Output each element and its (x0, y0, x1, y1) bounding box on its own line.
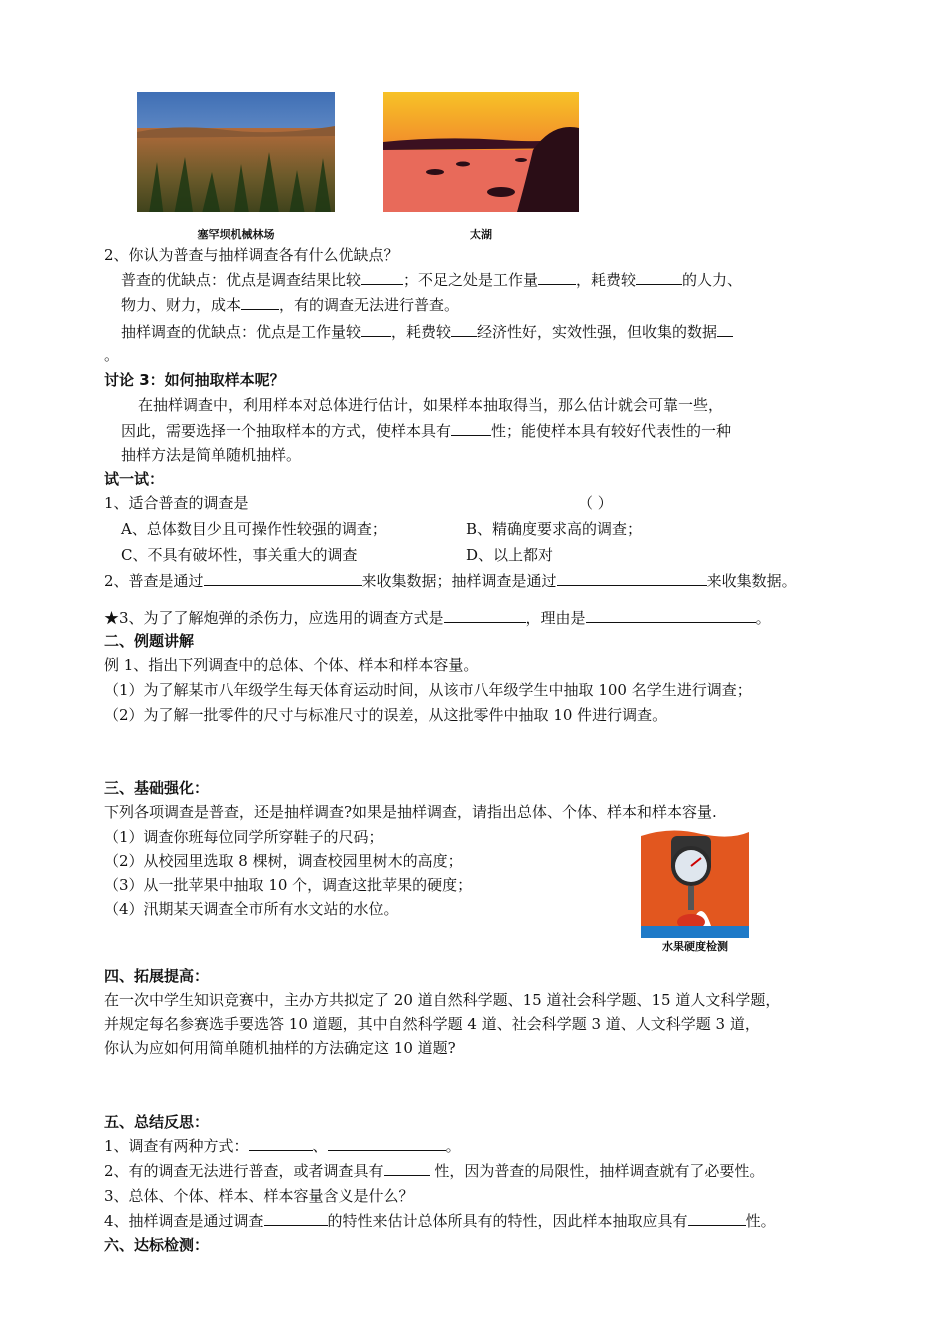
census-line-1 (121, 269, 742, 291)
try-q1-answer-paren[interactable]: （ ） (578, 494, 613, 512)
census-text-f: ，有的调查无法进行普查。 (279, 296, 460, 314)
try-q3b: ，理由是 (525, 609, 586, 627)
discussion3-p3: 抽样方法是简单随机抽样。 (121, 446, 302, 464)
blank-census-cost[interactable] (636, 270, 682, 285)
fruit-hardness-photo (641, 826, 749, 938)
blank-method-1[interactable] (249, 1136, 313, 1151)
lake-illustration (383, 92, 579, 226)
try-q3a: ★3、为了了解炮弹的杀伤力，应选用的调查方式是 (104, 609, 444, 627)
option-a: A、总体数目少且可操作性较强的调查； (121, 520, 387, 538)
blank-sample-cost[interactable] (451, 322, 477, 337)
sample-line (121, 321, 733, 343)
fruit-hardness-illustration (641, 826, 749, 938)
summary-q1c: 。 (445, 1137, 461, 1155)
blank-sample-workload[interactable] (361, 322, 391, 337)
census-text-b: ；不足之处是工作量 (403, 271, 539, 289)
section3-title: 三、基础强化： (104, 779, 210, 797)
summary-q4 (104, 1210, 776, 1232)
example1-item2: （2）为了解一批零件的尺寸与标准尺寸的误差，从这批零件中抽取 10 件进行调查。 (104, 706, 668, 724)
section4-p2: 并规定每名参赛选手要选答 10 道题，其中自然科学题 4 道、社会科学题 3 道、人文科学题 3 道， (104, 1015, 760, 1033)
blank-sample-method[interactable] (557, 571, 707, 586)
section2-title: 二、例题讲解 (104, 632, 195, 650)
try-q3c: 。 (755, 609, 771, 627)
option-b: B、精确度要求高的调查； (466, 520, 643, 538)
summary-q2 (104, 1160, 764, 1182)
summary-q2a: 2、有的调查无法进行普查，或者调查具有 (104, 1162, 384, 1180)
blank-census-result[interactable] (361, 270, 403, 285)
blank-census-method[interactable] (204, 571, 362, 586)
discussion3-p2 (121, 420, 731, 442)
summary-q1b: 、 (312, 1137, 328, 1155)
section4-p1: 在一次中学生知识竞赛中，主办方共拟定了 20 道自然科学题、15 道社会科学题、15 道人文科学题， (104, 991, 781, 1009)
section3-intro: 下列各项调查是普查，还是抽样调查?如果是抽样调查，请指出总体、个体、样本和样本容量. (104, 803, 717, 821)
blank-census-expense[interactable] (241, 295, 279, 310)
forest-illustration (137, 92, 335, 226)
example1-item1: （1）为了解某市八年级学生每天体育运动时间，从该市八年级学生中抽取 100 名学生进行调查； (104, 681, 752, 699)
census-text-a: 普查的优缺点：优点是调查结果比较 (121, 271, 362, 289)
example1: 例 1、指出下列调查中的总体、个体、样本和样本容量。 (104, 656, 479, 674)
try-q3 (104, 607, 771, 629)
blank-sample-traits[interactable] (264, 1211, 328, 1226)
sample-text-c: 经济性好，实效性强，但收集的数据 (477, 323, 718, 341)
lake-photo (383, 92, 579, 226)
blank-method-2[interactable] (328, 1136, 446, 1151)
section6-title: 六、达标检测： (104, 1236, 210, 1254)
census-text-e: 物力、财力，成本 (121, 296, 242, 314)
summary-q1 (104, 1135, 461, 1157)
sample-text-a: 抽样调查的优缺点：优点是工作量较 (121, 323, 362, 341)
blank-survey-method[interactable] (444, 608, 526, 623)
discussion3-p1: 在抽样调查中，利用样本对总体进行估计，如果样本抽取得当，那么估计就会可靠一些， (138, 396, 724, 414)
section3-item1: （1）调查你班每位同学所穿鞋子的尺码； (104, 828, 384, 846)
blank-sample-data[interactable] (717, 322, 733, 337)
discussion3-title: 讨论 3：如何抽取样本呢？ (104, 371, 285, 389)
section3-item2: （2）从校园里选取 8 棵树，调查校园里树木的高度； (104, 852, 463, 870)
section4-title: 四、拓展提高： (104, 967, 210, 985)
blank-reason[interactable] (586, 608, 756, 623)
option-d: D、以上都对 (466, 546, 554, 564)
census-text-c: ，耗费较 (576, 271, 637, 289)
section4-p3: 你认为应如何用简单随机抽样的方法确定这 10 道题? (104, 1039, 456, 1057)
try-title: 试一试： (104, 470, 165, 488)
blank-destructive[interactable] (384, 1161, 430, 1176)
summary-q4a: 4、抽样调查是通过调查 (104, 1212, 264, 1230)
try-q2a: 2、普查是通过 (104, 572, 204, 590)
section3-item4: （4）汛期某天调查全市所有水文站的水位。 (104, 900, 399, 918)
blank-representative[interactable] (451, 421, 491, 436)
blank-sample-property[interactable] (688, 1211, 746, 1226)
census-text-d: 的人力、 (682, 271, 743, 289)
section3-item3: （3）从一批苹果中抽取 10 个，调查这批苹果的硬度； (104, 876, 473, 894)
census-line-2 (121, 294, 459, 316)
forest-photo (137, 92, 335, 226)
q2-title: 2、你认为普查与抽样调查各有什么优缺点？ (104, 246, 399, 264)
try-q2b: 来收集数据；抽样调查是通过 (361, 572, 557, 590)
discussion3-p2b: 性；能使样本具有较好代表性的一种 (491, 422, 732, 440)
fruit-caption: 水果硬度检测 (662, 940, 728, 953)
summary-q2b: 性，因为普查的局限性，抽样调查就有了必要性。 (429, 1162, 765, 1180)
sample-end: 。 (104, 346, 120, 364)
summary-q1a: 1、调查有两种方式： (104, 1137, 249, 1155)
summary-q4b: 的特性来估计总体所具有的特性，因此样本抽取应具有 (327, 1212, 688, 1230)
section5-title: 五、总结反思： (104, 1113, 210, 1131)
summary-q4c: 性。 (745, 1212, 776, 1230)
option-c: C、不具有破坏性，事关重大的调查 (121, 546, 358, 564)
blank-census-workload[interactable] (538, 270, 576, 285)
lake-caption: 太湖 (470, 228, 492, 241)
sample-text-b: ，耗费较 (391, 323, 452, 341)
try-q1: 1、适合普查的调查是 (104, 494, 249, 512)
try-q2c: 来收集数据。 (706, 572, 797, 590)
discussion3-p2a: 因此，需要选择一个抽取样本的方式，使样本具有 (121, 422, 452, 440)
forest-caption: 塞罕坝机械林场 (197, 228, 275, 241)
summary-q3: 3、总体、个体、样本、样本容量含义是什么？ (104, 1187, 414, 1205)
try-q2 (104, 570, 797, 592)
